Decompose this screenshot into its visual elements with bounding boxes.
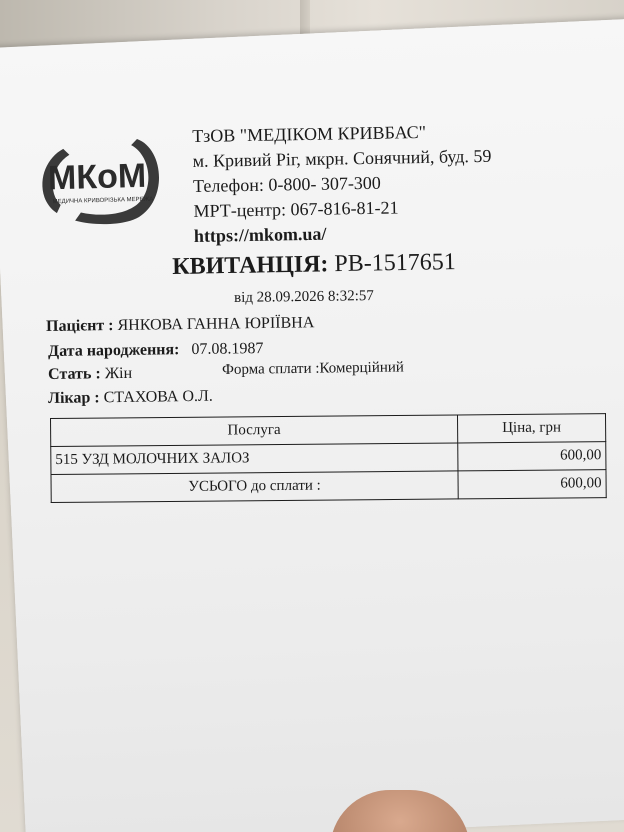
mkom-logo-mark: [33, 128, 165, 227]
patient-sex-label: Стать :: [48, 365, 101, 383]
receipt-number: РВ-1517651: [334, 249, 457, 278]
organization-website: https://mkom.ua/: [193, 223, 327, 246]
price-cell: 600,00: [458, 442, 606, 471]
patient-dob-value: 07.08.1987: [191, 339, 264, 358]
receipt-date: від 28.09.2026 8:32:57: [234, 288, 374, 306]
payment-label: Форма сплати :: [222, 360, 320, 378]
patient-sex-value: Жін: [104, 364, 133, 383]
total-value: 600,00: [458, 470, 606, 499]
patient-name-label: Пацієнт :: [46, 317, 114, 335]
organization-block: [192, 119, 493, 249]
patient-sex-row: [48, 365, 132, 384]
receipt-title-label: КВИТАНЦІЯ:: [172, 251, 329, 280]
patient-dob-label: Дата народження:: [48, 341, 180, 360]
receipt-title: [172, 249, 456, 281]
payment-row: [222, 359, 404, 379]
patient-name-value: ЯНКОВА ГАННА ЮРІЇВНА: [117, 314, 315, 335]
organization-phone: Телефон: 0-800- 307-300: [192, 172, 382, 196]
table-total-row: [51, 470, 606, 503]
payment-value: Комерційний: [319, 359, 405, 377]
patient-name-row: [46, 314, 314, 336]
total-label: УСЬОГО до сплати :: [51, 471, 458, 503]
organization-mri: МРТ-центр: 067-816-81-21: [193, 197, 399, 221]
organization-address: м. Кривий Ріг, мкрн. Сонячний, буд. 59: [192, 145, 492, 171]
logo-text: МКоМ: [47, 156, 147, 198]
doctor-label: Лікар :: [48, 389, 100, 407]
mkom-logo: [33, 128, 165, 227]
services-table: [50, 413, 607, 503]
service-cell: 515 УЗД МОЛОЧНИХ ЗАЛОЗ: [51, 443, 458, 475]
organization-name: ТзОВ "МЕДІКОМ КРИВБАС": [192, 121, 427, 146]
doctor-value: СТАХОВА О.Л.: [103, 387, 213, 407]
header-service: Послуга: [51, 415, 458, 447]
doctor-row: [48, 388, 213, 408]
header-price: Ціна, грн: [457, 414, 605, 443]
patient-dob-row: [48, 340, 264, 361]
logo-tagline: МЕДИЧНА КРИВОРІЗЬКА МЕРЕЖА: [52, 196, 154, 206]
